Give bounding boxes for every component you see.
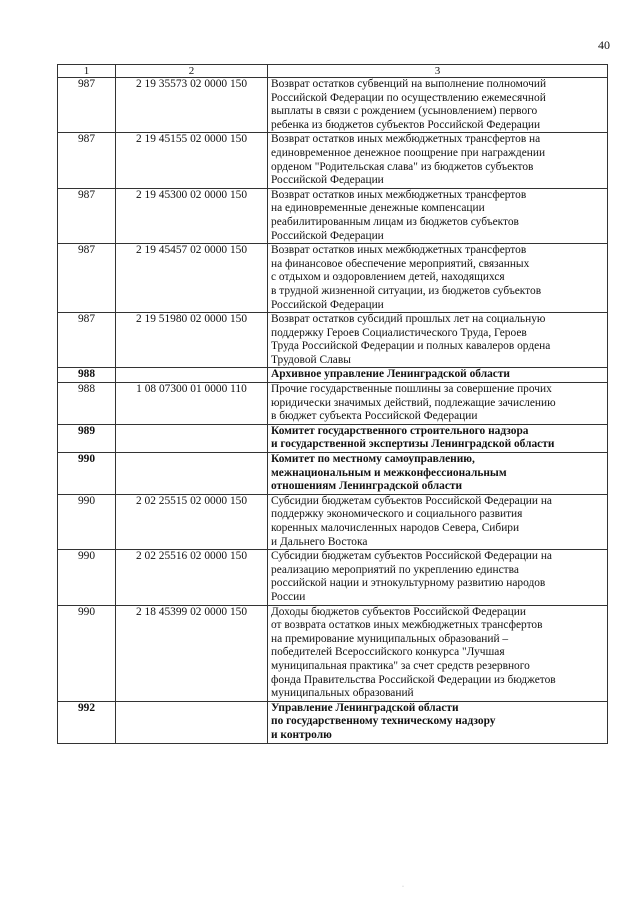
description-line: Комитет по местному самоуправлению, <box>271 453 475 466</box>
description-cell <box>268 313 608 368</box>
budget-classification-code-cell: 2 18 45399 02 0000 150 <box>116 605 268 701</box>
description-line: поддержку Героев Социалистического Труда, Героев <box>271 326 527 339</box>
budget-classification-code-cell: 2 19 35573 02 0000 150 <box>116 78 268 133</box>
description-line: Российской Федерации <box>271 174 384 187</box>
description-line: Комитет государственного строительного надзора <box>271 424 529 437</box>
admin-code-cell: 990 <box>58 550 116 605</box>
description-line: Возврат остатков иных межбюджетных трансфертов на <box>271 133 541 146</box>
budget-classification-code-cell <box>116 701 268 743</box>
column-header-2: 2 <box>116 65 268 78</box>
admin-code-cell: 987 <box>58 78 116 133</box>
description-line: и Дальнего Востока <box>271 535 368 548</box>
revenue-codes-table <box>57 64 608 744</box>
column-header-3: 3 <box>268 65 608 78</box>
admin-code-cell: 989 <box>58 424 116 452</box>
admin-code-cell: 987 <box>58 188 116 243</box>
budget-classification-code-cell: 1 08 07300 01 0000 110 <box>116 383 268 425</box>
description-line: на единовременные денежные компенсации <box>271 202 485 215</box>
description-line: юридически значимых действий, подлежащие зачислению <box>271 396 556 409</box>
description-line: на премирование муниципальных образований – <box>271 632 509 645</box>
description-line: отношениям Ленинградской области <box>271 480 463 493</box>
table-header-row <box>58 65 608 78</box>
description-line: по государственному техническому надзору <box>271 715 496 728</box>
table-row <box>58 188 608 243</box>
table-row <box>58 453 608 495</box>
table-row <box>58 244 608 313</box>
description-line: единовременное денежное поощрение при награждении <box>271 146 546 159</box>
description-line: и контролю <box>271 728 332 741</box>
table-row <box>58 368 608 383</box>
description-line: выплаты в связи с рождением (усыновлением) первого <box>271 105 538 118</box>
description-line: на финансовое обеспечение мероприятий, связанных <box>271 257 530 270</box>
description-line: Возврат остатков иных межбюджетных трансфертов <box>271 244 527 257</box>
budget-classification-code-cell: 2 19 45155 02 0000 150 <box>116 133 268 188</box>
description-cell <box>268 550 608 605</box>
description-line: Возврат остатков иных межбюджетных трансфертов <box>271 188 527 201</box>
description-line: ребенка из бюджетов субъектов Российской Федерации <box>271 118 541 131</box>
budget-classification-code-cell: 2 19 51980 02 0000 150 <box>116 313 268 368</box>
admin-code-cell: 988 <box>58 383 116 425</box>
description-cell <box>268 368 608 383</box>
description-line: Труда Российской Федерации и полных кавалеров ордена <box>271 340 551 353</box>
description-line: фонда Правительства Российской Федерации из бюджетов <box>271 673 556 686</box>
description-line: России <box>271 590 306 603</box>
budget-classification-code-cell: 2 02 25516 02 0000 150 <box>116 550 268 605</box>
budget-classification-code-cell <box>116 424 268 452</box>
description-line: в бюджет субъекта Российской Федерации <box>271 410 478 423</box>
admin-code-cell: 992 <box>58 701 116 743</box>
description-line: орденом "Родительская слава" из бюджетов субъектов <box>271 160 534 173</box>
budget-classification-code-cell <box>116 453 268 495</box>
description-line: Российской Федерации по осуществлению ежемесячной <box>271 91 546 104</box>
table-row <box>58 383 608 425</box>
description-line: Возврат остатков субвенций на выполнение полномочий <box>271 78 547 90</box>
description-line: Архивное управление Ленинградской области <box>271 368 510 381</box>
table-row <box>58 701 608 743</box>
admin-code-cell: 987 <box>58 244 116 313</box>
description-line: Прочие государственные пошлины за совершение прочих <box>271 383 552 396</box>
budget-classification-code-cell: 2 02 25515 02 0000 150 <box>116 494 268 549</box>
description-line: реабилитированным лицам из бюджетов субъектов <box>271 215 519 228</box>
description-line: российской нации и этнокультурному развитию народов <box>271 577 546 590</box>
description-line: с отдыхом и оздоровлением детей, находящихся <box>271 271 505 284</box>
page-number: 40 <box>598 38 610 52</box>
description-line: победителей Всероссийского конкурса "Лучшая <box>271 646 505 659</box>
description-line: Возврат остатков субсидий прошлых лет на социальную <box>271 313 546 326</box>
description-line: Российской Федерации <box>271 229 384 242</box>
budget-classification-code-cell: 2 19 45300 02 0000 150 <box>116 188 268 243</box>
description-line: Доходы бюджетов субъектов Российской Федерации <box>271 605 526 618</box>
description-line: межнациональным и межконфессиональным <box>271 466 507 479</box>
description-line: Управление Ленинградской области <box>271 701 459 714</box>
description-line: реализацию мероприятий по укреплению единства <box>271 563 519 576</box>
admin-code-cell: 988 <box>58 368 116 383</box>
admin-code-cell: 990 <box>58 453 116 495</box>
table-row <box>58 424 608 452</box>
table-row <box>58 605 608 701</box>
description-cell <box>268 244 608 313</box>
admin-code-cell: 990 <box>58 605 116 701</box>
table-row <box>58 550 608 605</box>
description-cell <box>268 188 608 243</box>
description-line: муниципальных образований <box>271 687 414 700</box>
description-cell <box>268 701 608 743</box>
description-line: Трудовой Славы <box>271 353 351 366</box>
admin-code-cell: 987 <box>58 313 116 368</box>
description-line: от возврата остатков иных межбюджетных трансфертов <box>271 619 543 632</box>
scan-mark: · <box>402 884 404 890</box>
table-row <box>58 494 608 549</box>
description-cell <box>268 494 608 549</box>
description-cell <box>268 453 608 495</box>
description-cell <box>268 424 608 452</box>
description-line: в трудной жизненной ситуации, из бюджетов субъектов <box>271 284 542 297</box>
description-line: Субсидии бюджетам субъектов Российской Федерации на <box>271 550 552 563</box>
table-row <box>58 313 608 368</box>
description-cell <box>268 78 608 133</box>
description-line: Субсидии бюджетам субъектов Российской Федерации на <box>271 494 552 507</box>
column-header-1: 1 <box>58 65 116 78</box>
description-line: Российской Федерации <box>271 298 384 311</box>
admin-code-cell: 987 <box>58 133 116 188</box>
budget-classification-code-cell: 2 19 45457 02 0000 150 <box>116 244 268 313</box>
description-line: и государственной экспертизы Ленинградской области <box>271 438 555 451</box>
admin-code-cell: 990 <box>58 494 116 549</box>
table-row <box>58 133 608 188</box>
description-cell <box>268 383 608 425</box>
description-line: поддержку экономического и социального развития <box>271 508 523 521</box>
table-row <box>58 78 608 133</box>
description-line: муниципальная практика" за счет средств резервного <box>271 659 530 672</box>
budget-classification-code-cell <box>116 368 268 383</box>
description-cell <box>268 133 608 188</box>
description-line: коренных малочисленных народов Севера, Сибири <box>271 522 520 534</box>
description-cell <box>268 605 608 701</box>
